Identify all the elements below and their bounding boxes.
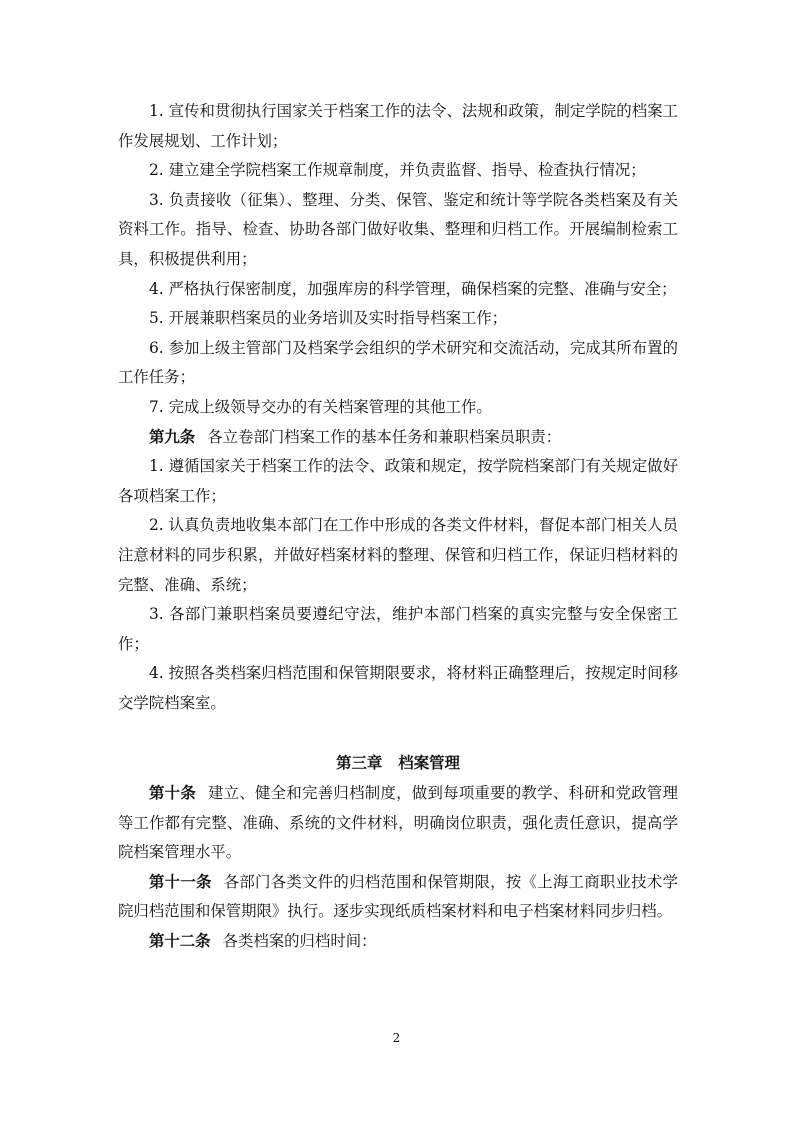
article-text: 各立卷部门档案工作的基本任务和兼职档案员职责： [207,427,562,446]
chapter-heading [118,749,678,779]
list-item: 5. 开展兼职档案员的业务培训及实时指导档案工作； [149,309,508,328]
list-item: 6. 参加上级主管部门及档案学会组织的学术研究和交流活动，完成其所布置的工作任务； [118,338,678,387]
list-item: 7. 完成上级领导交办的有关档案管理的其他工作。 [149,397,492,416]
chapter-number: 第三章 [336,754,383,773]
article-heading: 第十一条 [149,872,212,891]
article-heading: 第九条 [149,427,196,446]
list-item: 1. 宣传和贯彻执行国家关于档案工作的法令、法规和政策，制定学院的档案工作发展规划、工作计划； [118,102,678,150]
article-heading: 第十条 [149,784,197,803]
list-item: 2. 建立建全学院档案工作规章制度，并负责监督、指导、检查执行情况； [149,161,646,180]
chapter-title: 档案管理 [398,754,460,773]
list-item: 2. 认真负责地收集本部门在工作中形成的各类文件材料，督促本部门相关人员注意材料的同步积累，并做好档案材料的整理、保管和归档工作，保证归档材料的完整、准确、系统； [118,516,678,594]
list-item: 4. 按照各类档案归档范围和保管期限要求，将材料正确整理后，按规定时间移交学院档案室。 [118,664,678,712]
article-heading: 第十二条 [149,932,211,951]
article-text: 建立、健全和完善归档制度，做到每项重要的教学、科研和党政管理等工作都有完整、准确、系统的文件材料，明确岗位职责，强化责任意识，提高学院档案管理水平。 [118,784,678,862]
list-item: 4. 严格执行保密制度，加强库房的科学管理，确保档案的完整、准确与安全； [149,279,677,298]
article-10 [118,779,678,868]
article-text: 各部门各类文件的归档范围和保管期限，按《上海工商职业技术学院归档范围和保管期限》执行。逐步实现纸质档案材料和电子档案材料同步归档。 [118,872,678,921]
article-11 [118,868,678,927]
page-number: 2 [392,1031,401,1045]
list-item: 3. 各部门兼职档案员要遵纪守法，维护本部门档案的真实完整与安全保密工作； [118,605,678,653]
list-item: 3. 负责接收（征集）、整理、分类、保管、鉴定和统计等学院各类档案及有关资料工作。指导、检查、协助各部门做好收集、整理和归档工作。开展编制检索工具，积极提供利用； [118,190,678,268]
article-12 [118,927,678,957]
document-body [118,97,678,957]
article-text: 各类档案的归档时间： [222,932,377,951]
list-item: 1. 遵循国家关于档案工作的法令、政策和规定，按学院档案部门有关规定做好各项档案工作； [118,457,678,505]
article-9 [118,423,678,453]
